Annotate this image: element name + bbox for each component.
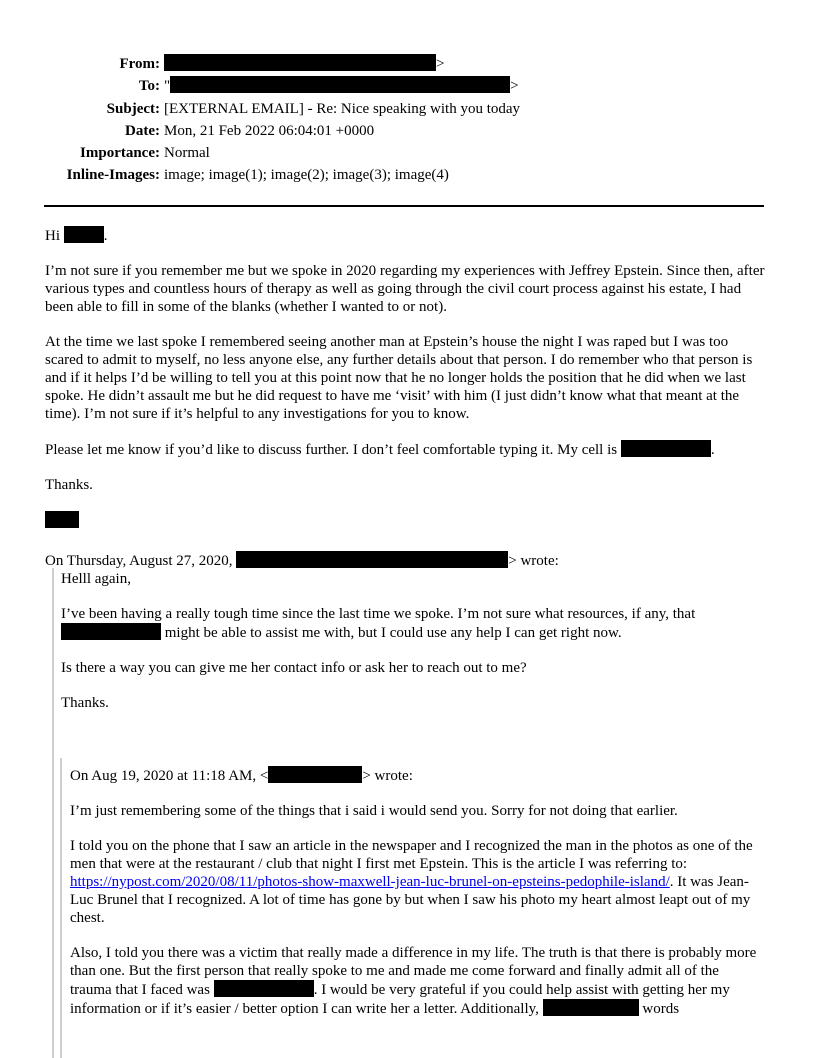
email-header — [40, 53, 740, 187]
quote1-closing: Thanks. — [61, 695, 109, 711]
quote2-paragraph: Also, I told you there was a victim that really made a difference in my life. The truth is that there is probably more than one. But the first person that really spoke to me and made me come forward and finally admit all of the trauma that I faced was . I would be very grateful if you could help assist with getting her my information or if it’s easier / better option I can write her a letter. Additionally, words — [70, 945, 757, 1017]
from-row — [40, 53, 740, 75]
message-body — [45, 226, 765, 530]
redaction-block — [268, 766, 362, 783]
quote1-paragraph: Is there a way you can give me her contact info or ask her to reach out to me? — [61, 660, 527, 676]
subject-label: Subject: — [106, 100, 160, 117]
redaction-block — [45, 511, 79, 528]
message-closing: Thanks. — [45, 477, 93, 493]
header-divider — [44, 205, 764, 207]
to-suffix: > — [510, 78, 519, 95]
redaction-block — [164, 54, 436, 71]
date-value: Mon, 21 Feb 2022 06:04:01 +0000 — [164, 122, 375, 139]
redaction-block — [214, 980, 314, 997]
importance-value: Normal — [164, 145, 210, 162]
to-label: To: — [138, 78, 160, 95]
quote2-paragraph: I told you on the phone that I saw an article in the newspaper and I recognized the man in the photos as one of the men that were at the restaurant / club that night I first met Epstein. This is the article I was referring to: https://nypost.com/2020/08/11/photos-show-maxwell-jean-luc-brunel-on-epsteins-pedophile-island/. It was Jean-Luc Brunel that I recognized. A lot of time has gone by but when I saw his photo my heart almost leapt out of my chest. — [70, 838, 753, 926]
importance-row — [40, 142, 740, 164]
message-paragraph: Please let me know if you’d like to discuss further. I don’t feel comfortable typing it. My cell is . — [45, 442, 715, 458]
to-prefix: " — [164, 78, 171, 95]
subject-row — [40, 98, 740, 120]
date-row — [40, 120, 740, 142]
greeting: Hi . — [45, 228, 108, 244]
quote2-attribution: On Aug 19, 2020 at 11:18 AM, < > wrote: — [70, 768, 413, 784]
redaction-block — [170, 76, 510, 93]
message-paragraph: At the time we last spoke I remembered seeing another man at Epstein’s house the night I was raped but I was too scared to admit to myself, no less anyone else, any further details about that person. I do remember who that person is and if it helps I’d be willing to tell you at this point now that he no longer holds the position that he did when we last spoke. He didn’t assault me but he did request to have me ‘visit’ with him (I just didn’t know what that meant at the time). I’m not sure if it’s helpful to any investigations for you to know. — [45, 334, 753, 422]
date-label: Date: — [125, 122, 160, 139]
from-label: From: — [119, 56, 160, 72]
inline-images-label: Inline-Images: — [66, 167, 160, 184]
redaction-block — [64, 226, 104, 243]
from-suffix: > — [436, 56, 445, 72]
quote1-greeting: Helll again, — [61, 571, 131, 587]
quote2-paragraph: I’m just remembering some of the things that i said i would send you. Sorry for not doing that earlier. — [70, 803, 678, 819]
redaction-block — [236, 551, 508, 568]
subject-value: [EXTERNAL EMAIL] - Re: Nice speaking with you today — [164, 100, 521, 117]
quote1-paragraph: I’ve been having a really tough time since the last time we spoke. I’m not sure what resources, if any, that might be able to assist me with, but I could use any help I can get right now. — [61, 606, 696, 641]
signature — [45, 511, 765, 530]
to-row — [40, 75, 740, 97]
inline-images-value: image; image(1); image(2); image(3); image(4) — [164, 167, 449, 184]
quote1-attribution: On Thursday, August 27, 2020, > wrote: — [45, 553, 559, 569]
message-paragraph: I’m not sure if you remember me but we spoke in 2020 regarding my experiences with Jeffrey Epstein. Since then, after various types and countless hours of therapy as well as going through the civil court process against his estate, I had been able to fill in some of the blanks (whether I wanted to or not). — [45, 263, 765, 315]
article-link[interactable]: https://nypost.com/2020/08/11/photos-show-maxwell-jean-luc-brunel-on-epsteins-pedophile-island/ — [70, 874, 670, 890]
redaction-block — [543, 999, 639, 1016]
redaction-block — [621, 440, 711, 457]
importance-label: Importance: — [80, 145, 160, 162]
quoted-message-1 — [52, 568, 766, 1058]
redaction-block — [61, 623, 161, 640]
inline-images-row — [40, 164, 740, 186]
quoted-message-2 — [60, 758, 766, 1058]
